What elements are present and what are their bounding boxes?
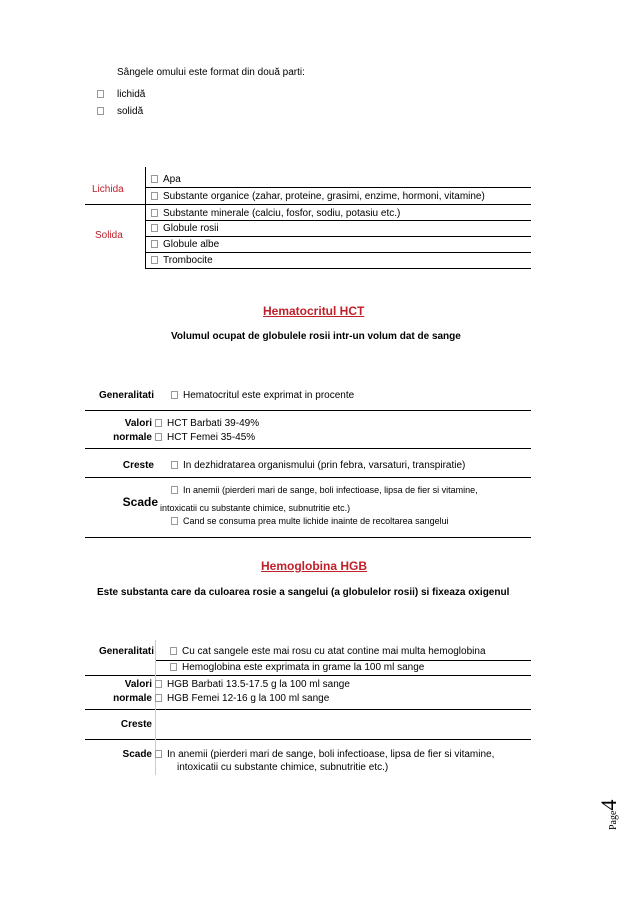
table-divider <box>145 167 146 269</box>
bullet-box-icon <box>151 256 158 264</box>
bullet-box-icon <box>171 517 178 525</box>
hgb-valori-label: Valori <box>124 679 152 690</box>
hgb-generalitati-label: Generalitati <box>98 646 154 657</box>
table-row: Apa <box>151 174 181 185</box>
intro-sentence: Sângele omului este format din două parti: <box>117 67 305 78</box>
hgb-creste-label: Creste <box>120 719 152 730</box>
hct-heading: Hematocritul HCT <box>263 304 365 318</box>
table-row: Substante organice (zahar, proteine, grasimi, enzime, hormoni, vitamine) <box>151 191 485 202</box>
bullet-box-icon <box>155 694 162 702</box>
bullet-box-icon <box>151 240 158 248</box>
bullet-box-icon <box>170 647 177 655</box>
hgb-generalitati-1: Cu cat sangele este mai rosu cu atat contine mai multa hemoglobina <box>170 646 486 657</box>
hct-normale-label: normale <box>113 432 152 443</box>
bullet-box-icon <box>171 391 178 399</box>
bullet-box-icon <box>97 107 104 115</box>
bullet-box-icon <box>171 486 178 494</box>
hgb-generalitati-2: Hemoglobina este exprimata in grame la 100 ml sange <box>170 662 424 673</box>
hct-valori-label: Valori <box>124 418 152 429</box>
intro-part-liquid: lichidă <box>97 89 145 100</box>
table-row: Globule rosii <box>151 223 219 234</box>
hgb-normale-label: normale <box>113 693 152 704</box>
bullet-box-icon <box>170 663 177 671</box>
table-row: Substante minerale (calciu, fosfor, sodiu, potasiu etc.) <box>151 208 400 219</box>
bullet-box-icon <box>151 175 158 183</box>
hgb-valori-women: HGB Femei 12-16 g la 100 ml sange <box>155 693 329 704</box>
bullet-box-icon <box>151 209 158 217</box>
bullet-box-icon <box>151 224 158 232</box>
page-number-label: Page4 <box>596 799 621 830</box>
hgb-subheading: Este substanta care da culoarea rosie a sangelui (a globulelor rosii) si fixeaza oxigenul <box>97 587 510 598</box>
bullet-box-icon <box>97 90 104 98</box>
hct-creste-text: In dezhidratarea organismului (prin febra, varsaturi, transpiratie) <box>171 460 465 471</box>
hct-creste-label: Creste <box>122 460 154 471</box>
hct-valori-women: HCT Femei 35-45% <box>155 432 255 443</box>
hgb-scade-item-1: In anemii (pierderi mari de sange, boli infectioase, lipsa de fier si vitamine, <box>155 749 494 760</box>
hgb-scade-item-1b: intoxicatii cu substante chimice, subnutritie etc.) <box>177 762 389 773</box>
intro-part-solid: solidă <box>97 106 143 117</box>
bullet-box-icon <box>155 750 162 758</box>
lichida-label: Lichida <box>92 184 124 195</box>
bullet-box-icon <box>151 192 158 200</box>
table-row: Trombocite <box>151 255 213 266</box>
hct-scade-item-2: Cand se consuma prea multe lichide inainte de recoltarea sangelui <box>171 516 449 526</box>
hct-scade-item-1: In anemii (pierderi mari de sange, boli infectioase, lipsa de fier si vitamine, <box>171 485 478 495</box>
hct-scade-item-1b: intoxicatii cu substante chimice, subnutritie etc.) <box>160 503 351 513</box>
bullet-box-icon <box>171 461 178 469</box>
hct-subheading: Volumul ocupat de globulele rosii intr-un volum dat de sange <box>171 331 461 342</box>
hct-valori-men: HCT Barbati 39-49% <box>155 418 259 429</box>
hct-scade-label: Scade <box>122 495 158 509</box>
hct-generalitati-label: Generalitati <box>98 390 154 401</box>
bullet-box-icon <box>155 680 162 688</box>
hgb-heading: Hemoglobina HGB <box>261 559 368 573</box>
bullet-box-icon <box>155 419 162 427</box>
table-row: Globule albe <box>151 239 219 250</box>
bullet-box-icon <box>155 433 162 441</box>
hgb-scade-label: Scade <box>122 749 152 760</box>
solida-label: Solida <box>95 230 123 241</box>
hgb-valori-men: HGB Barbati 13.5-17.5 g la 100 ml sange <box>155 679 350 690</box>
hct-generalitati-text: Hematocritul este exprimat in procente <box>171 390 354 401</box>
